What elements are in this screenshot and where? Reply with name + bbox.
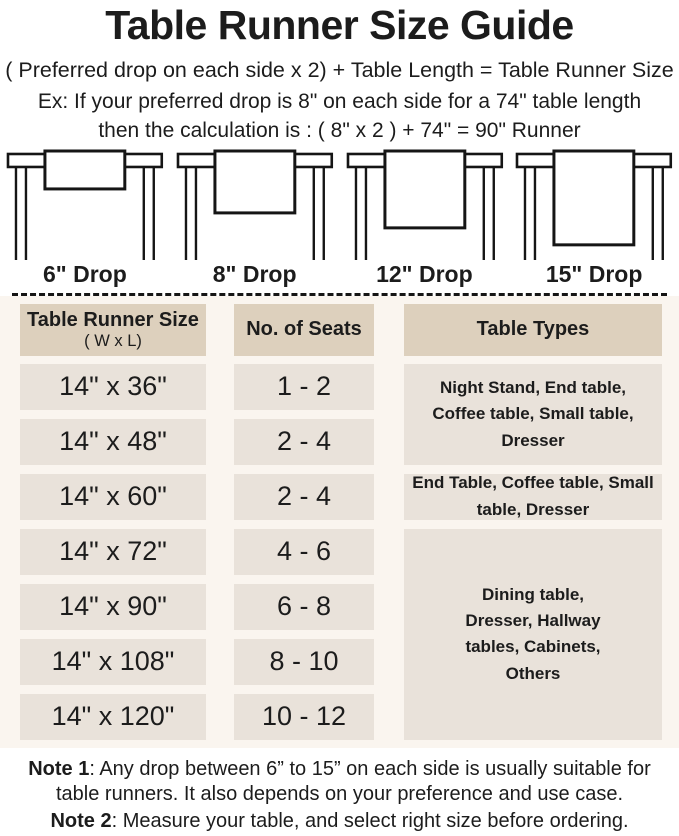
table-runner-diagram-icon xyxy=(170,148,340,260)
seats-cell: 1 - 2 xyxy=(234,364,374,410)
drop-label: 15" Drop xyxy=(545,260,643,287)
header-runner-size xyxy=(20,304,206,356)
size-cell: 14" x 72" xyxy=(20,529,206,575)
column-seats xyxy=(234,304,374,740)
size-cell: 14" x 108" xyxy=(20,639,206,685)
size-table-section xyxy=(0,296,679,748)
size-cell: 14" x 36" xyxy=(20,364,206,410)
header-section xyxy=(0,0,679,143)
table-runner-diagram-icon xyxy=(340,148,510,260)
note-1-label: Note 1 xyxy=(28,757,90,780)
header-seats: No. of Seats xyxy=(234,304,374,356)
note-1-line2: table runners. It also depends on your preference and use case. xyxy=(55,782,624,805)
column-runner-size xyxy=(20,304,206,740)
drop-label: 8" Drop xyxy=(212,260,297,287)
note-2-label: Note 2 xyxy=(50,809,112,832)
table-runner-diagram-icon xyxy=(0,148,170,260)
column-table-types xyxy=(404,304,662,740)
figure-8-drop xyxy=(170,148,340,288)
seats-cell: 2 - 4 xyxy=(234,419,374,465)
figure-15-drop xyxy=(509,148,679,288)
table-types-group-3: Dining table, Dresser, Hallway tables, Cabinets, Others xyxy=(404,529,662,740)
figure-6-drop xyxy=(0,148,170,288)
size-cell: 14" x 48" xyxy=(20,419,206,465)
seats-cell: 10 - 12 xyxy=(234,694,374,740)
table-types-group-2: End Table, Coffee table, Small table, Dresser xyxy=(404,474,662,520)
seats-cell: 6 - 8 xyxy=(234,584,374,630)
header-runner-size-line1: Table Runner Size xyxy=(27,308,199,331)
notes-section xyxy=(0,757,679,834)
table-types-group-1: Night Stand, End table, Coffee table, Small table, Dresser xyxy=(404,364,662,465)
header-runner-size-line2: ( W x L) xyxy=(84,331,142,350)
header-table-types: Table Types xyxy=(404,304,662,356)
seats-cell: 2 - 4 xyxy=(234,474,374,520)
table-runner-diagram-icon xyxy=(509,148,679,260)
size-cell: 14" x 90" xyxy=(20,584,206,630)
note-1 xyxy=(6,757,673,807)
size-table xyxy=(20,304,679,740)
example-line-2: then the calculation is : ( 8" x 2 ) + 74" = 90" Runner xyxy=(98,119,581,142)
figure-12-drop xyxy=(340,148,510,288)
page-title: Table Runner Size Guide xyxy=(105,2,574,48)
seats-cell: 4 - 6 xyxy=(234,529,374,575)
note-1-line1: : Any drop between 6” to 15” on each side is usually suitable for xyxy=(89,757,651,780)
drop-label: 12" Drop xyxy=(376,260,473,287)
size-cell: 14" x 120" xyxy=(20,694,206,740)
note-2 xyxy=(6,809,673,834)
note-2-text: : Measure your table, and select right size before ordering. xyxy=(111,809,629,832)
size-cell: 14" x 60" xyxy=(20,474,206,520)
seats-cell: 8 - 10 xyxy=(234,639,374,685)
formula-text: ( Preferred drop on each side x 2) + Table Length = Table Runner Size xyxy=(5,58,674,82)
drop-label: 6" Drop xyxy=(43,260,127,287)
example-line-1: Ex: If your preferred drop is 8" on each side for a 74" table length xyxy=(37,90,642,113)
drop-illustrations xyxy=(0,148,679,288)
